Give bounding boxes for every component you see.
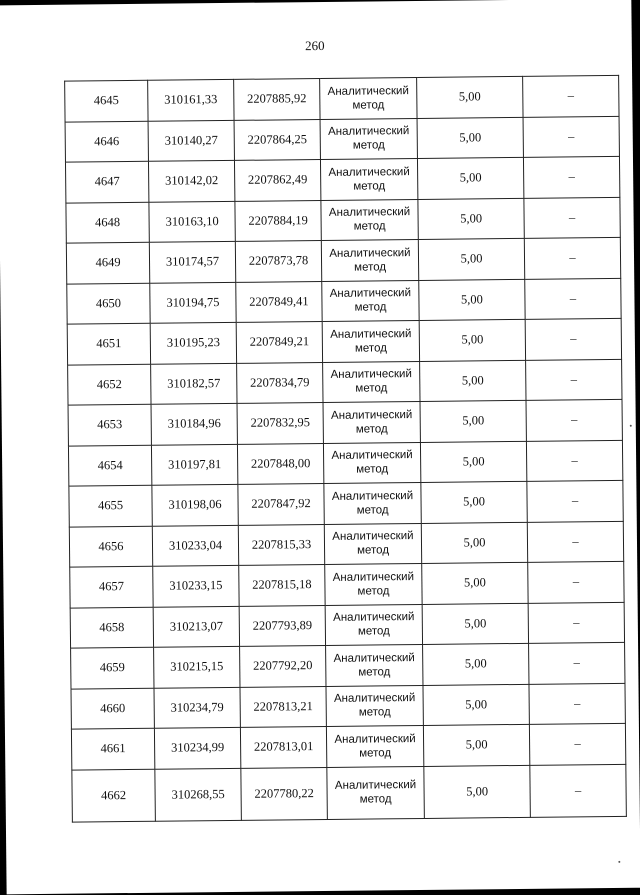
point-number-cell: 4648 bbox=[66, 202, 149, 243]
x-coordinate-cell: 310234,79 bbox=[154, 687, 240, 728]
method-label-line2: метод bbox=[354, 342, 387, 355]
method-label-line2: метод bbox=[355, 423, 388, 436]
y-coordinate-cell: 2207848,00 bbox=[237, 443, 323, 484]
point-number-cell: 4655 bbox=[69, 485, 152, 526]
method-label-line1: Аналитический bbox=[330, 327, 412, 341]
table-row bbox=[70, 561, 624, 607]
x-coordinate-cell: 310161,33 bbox=[148, 79, 234, 120]
method-label-line1: Аналитический bbox=[334, 779, 417, 792]
method-cell bbox=[320, 158, 417, 200]
method-label-line1: Аналитический bbox=[330, 408, 413, 422]
method-label-line2: метод bbox=[359, 793, 392, 806]
empty-dash-cell: – bbox=[530, 764, 627, 817]
y-coordinate-cell: 2207834,79 bbox=[237, 362, 323, 403]
table-row bbox=[69, 521, 623, 567]
x-coordinate-cell: 310233,04 bbox=[152, 525, 238, 566]
method-cell bbox=[324, 523, 421, 565]
y-coordinate-cell: 2207793,89 bbox=[239, 605, 325, 646]
method-label-line2: метод bbox=[353, 180, 386, 193]
accuracy-value-cell: 5,00 bbox=[421, 522, 527, 564]
accuracy-value-cell: 5,00 bbox=[422, 603, 528, 645]
y-coordinate-cell: 2207792,20 bbox=[240, 645, 326, 686]
page-number: 260 bbox=[304, 37, 325, 54]
method-label-line1: Аналитический bbox=[332, 530, 414, 544]
x-coordinate-cell: 310174,57 bbox=[149, 241, 235, 282]
table-row bbox=[67, 318, 621, 364]
empty-dash-cell: – bbox=[529, 642, 625, 684]
scan-speck bbox=[618, 861, 620, 863]
empty-dash-cell: – bbox=[525, 278, 621, 320]
method-label-line2: метод bbox=[359, 747, 392, 760]
accuracy-value-cell: 5,00 bbox=[420, 360, 526, 402]
scan-speck bbox=[630, 425, 632, 427]
point-number-cell: 4651 bbox=[67, 323, 150, 364]
method-label-line1: Аналитический bbox=[329, 246, 411, 260]
x-coordinate-cell: 310213,07 bbox=[153, 606, 239, 647]
point-number-cell: 4656 bbox=[69, 526, 152, 567]
accuracy-value-cell: 5,00 bbox=[417, 117, 523, 159]
table-row bbox=[71, 683, 625, 729]
method-cell bbox=[323, 401, 420, 443]
point-number-cell: 4649 bbox=[66, 242, 149, 283]
empty-dash-cell: – bbox=[527, 521, 623, 563]
empty-dash-cell: – bbox=[525, 318, 621, 360]
accuracy-value-cell: 5,00 bbox=[423, 643, 529, 685]
accuracy-value-cell: 5,00 bbox=[420, 441, 526, 483]
method-label-line2: метод bbox=[352, 139, 385, 152]
accuracy-value-cell: 5,00 bbox=[417, 157, 523, 199]
method-label-line1: Аналитический bbox=[328, 165, 410, 179]
method-label-line1: Аналитический bbox=[331, 449, 413, 463]
method-cell bbox=[326, 725, 423, 767]
empty-dash-cell: – bbox=[526, 440, 622, 482]
point-number-cell: 4653 bbox=[68, 404, 151, 445]
accuracy-value-cell: 5,00 bbox=[418, 238, 524, 280]
point-number-cell: 4646 bbox=[65, 121, 148, 162]
y-coordinate-cell: 2207813,21 bbox=[240, 686, 326, 727]
point-number-cell: 4647 bbox=[65, 161, 148, 202]
table-row bbox=[69, 480, 623, 526]
method-label-line2: метод bbox=[357, 625, 390, 638]
table-row bbox=[65, 156, 619, 202]
method-label-line1: Аналитический bbox=[332, 570, 415, 584]
method-label-line2: метод bbox=[358, 666, 391, 679]
method-cell bbox=[325, 563, 422, 605]
method-label-line1: Аналитический bbox=[330, 368, 412, 382]
method-cell bbox=[320, 118, 417, 160]
accuracy-value-cell: 5,00 bbox=[417, 76, 523, 118]
method-label-line1: Аналитический bbox=[331, 489, 414, 503]
x-coordinate-cell: 310195,23 bbox=[150, 322, 236, 363]
empty-dash-cell: – bbox=[524, 197, 620, 239]
point-number-cell: 4658 bbox=[70, 607, 153, 648]
x-coordinate-cell: 310234,99 bbox=[154, 727, 240, 768]
method-label-line2: метод bbox=[356, 504, 389, 517]
point-number-cell: 4652 bbox=[68, 364, 151, 405]
x-coordinate-cell: 310268,55 bbox=[155, 768, 242, 821]
table-row bbox=[66, 237, 620, 283]
point-number-cell: 4659 bbox=[71, 647, 154, 688]
x-coordinate-cell: 310215,15 bbox=[154, 646, 240, 687]
empty-dash-cell: – bbox=[524, 237, 620, 279]
y-coordinate-cell: 2207862,49 bbox=[234, 160, 320, 201]
empty-dash-cell: – bbox=[529, 683, 625, 725]
method-cell bbox=[323, 442, 420, 484]
method-label-line1: Аналитический bbox=[329, 287, 412, 301]
accuracy-value-cell: 5,00 bbox=[423, 684, 529, 726]
point-number-cell: 4654 bbox=[68, 445, 151, 486]
empty-dash-cell: – bbox=[523, 75, 619, 117]
method-label-line2: метод bbox=[353, 220, 386, 233]
table-row bbox=[71, 642, 625, 688]
method-label-line2: метод bbox=[357, 585, 390, 598]
method-label-line1: Аналитический bbox=[328, 206, 411, 220]
table-row bbox=[68, 399, 622, 445]
method-label-line1: Аналитический bbox=[327, 125, 410, 139]
y-coordinate-cell: 2207884,19 bbox=[235, 200, 321, 241]
empty-dash-cell: – bbox=[528, 561, 624, 603]
empty-dash-cell: – bbox=[523, 116, 619, 158]
table-row bbox=[72, 764, 627, 822]
empty-dash-cell: – bbox=[527, 480, 623, 522]
method-cell bbox=[326, 644, 423, 686]
method-label-line2: метод bbox=[354, 301, 387, 314]
x-coordinate-cell: 310198,06 bbox=[152, 484, 238, 525]
table-row bbox=[70, 602, 624, 648]
point-number-cell: 4660 bbox=[71, 688, 154, 729]
y-coordinate-cell: 2207849,21 bbox=[236, 321, 322, 362]
x-coordinate-cell: 310197,81 bbox=[151, 444, 237, 485]
coordinates-table-body bbox=[65, 75, 627, 821]
method-cell bbox=[325, 604, 422, 646]
method-cell bbox=[321, 239, 418, 281]
x-coordinate-cell: 310233,15 bbox=[153, 565, 239, 606]
method-cell bbox=[327, 766, 425, 819]
method-cell bbox=[326, 685, 423, 727]
y-coordinate-cell: 2207780,22 bbox=[241, 767, 328, 820]
empty-dash-cell: – bbox=[526, 399, 622, 441]
table-row bbox=[68, 359, 622, 405]
method-label-line2: метод bbox=[358, 706, 391, 719]
method-label-line1: Аналитический bbox=[333, 651, 415, 665]
method-label-line1: Аналитический bbox=[327, 84, 409, 98]
method-cell bbox=[322, 280, 419, 322]
method-label-line1: Аналитический bbox=[333, 692, 416, 706]
method-label-line2: метод bbox=[357, 544, 390, 557]
x-coordinate-cell: 310142,02 bbox=[148, 160, 234, 201]
accuracy-value-cell: 5,00 bbox=[418, 198, 524, 240]
method-cell bbox=[324, 482, 421, 524]
method-label-line2: метод bbox=[355, 382, 388, 395]
method-label-line2: метод bbox=[356, 463, 389, 476]
accuracy-value-cell: 5,00 bbox=[424, 765, 531, 818]
method-label-line2: метод bbox=[354, 261, 387, 274]
x-coordinate-cell: 310184,96 bbox=[151, 403, 237, 444]
table-row bbox=[71, 723, 625, 769]
accuracy-value-cell: 5,00 bbox=[423, 724, 529, 766]
table-row bbox=[67, 278, 621, 324]
y-coordinate-cell: 2207864,25 bbox=[234, 119, 320, 160]
x-coordinate-cell: 310182,57 bbox=[151, 363, 237, 404]
method-label-line1: Аналитический bbox=[334, 732, 416, 746]
empty-dash-cell: – bbox=[528, 602, 624, 644]
point-number-cell: 4650 bbox=[67, 283, 150, 324]
point-number-cell: 4645 bbox=[65, 80, 148, 121]
y-coordinate-cell: 2207815,18 bbox=[239, 564, 325, 605]
table-row bbox=[65, 75, 619, 121]
y-coordinate-cell: 2207849,41 bbox=[236, 281, 322, 322]
method-label-line1: Аналитический bbox=[333, 611, 415, 625]
method-cell bbox=[321, 199, 418, 241]
y-coordinate-cell: 2207815,33 bbox=[238, 524, 324, 565]
accuracy-value-cell: 5,00 bbox=[420, 400, 526, 442]
empty-dash-cell: – bbox=[523, 156, 619, 198]
empty-dash-cell: – bbox=[529, 723, 625, 765]
accuracy-value-cell: 5,00 bbox=[419, 319, 525, 361]
point-number-cell: 4662 bbox=[72, 769, 156, 822]
y-coordinate-cell: 2207832,95 bbox=[237, 402, 323, 443]
y-coordinate-cell: 2207847,92 bbox=[238, 483, 324, 524]
accuracy-value-cell: 5,00 bbox=[421, 481, 527, 523]
accuracy-value-cell: 5,00 bbox=[419, 279, 525, 321]
coordinates-table bbox=[64, 75, 627, 822]
point-number-cell: 4657 bbox=[70, 566, 153, 607]
y-coordinate-cell: 2207873,78 bbox=[235, 240, 321, 281]
x-coordinate-cell: 310163,10 bbox=[149, 201, 235, 242]
empty-dash-cell: – bbox=[526, 359, 622, 401]
method-cell bbox=[323, 361, 420, 403]
y-coordinate-cell: 2207813,01 bbox=[240, 726, 326, 767]
method-cell bbox=[322, 320, 419, 362]
method-cell bbox=[320, 77, 417, 119]
y-coordinate-cell: 2207885,92 bbox=[234, 79, 320, 120]
table-row bbox=[65, 116, 619, 162]
table-row bbox=[68, 440, 622, 486]
point-number-cell: 4661 bbox=[71, 728, 154, 769]
table-row bbox=[66, 197, 620, 243]
x-coordinate-cell: 310194,75 bbox=[150, 282, 236, 323]
accuracy-value-cell: 5,00 bbox=[422, 562, 528, 604]
method-label-line2: метод bbox=[352, 99, 385, 112]
x-coordinate-cell: 310140,27 bbox=[148, 120, 234, 161]
